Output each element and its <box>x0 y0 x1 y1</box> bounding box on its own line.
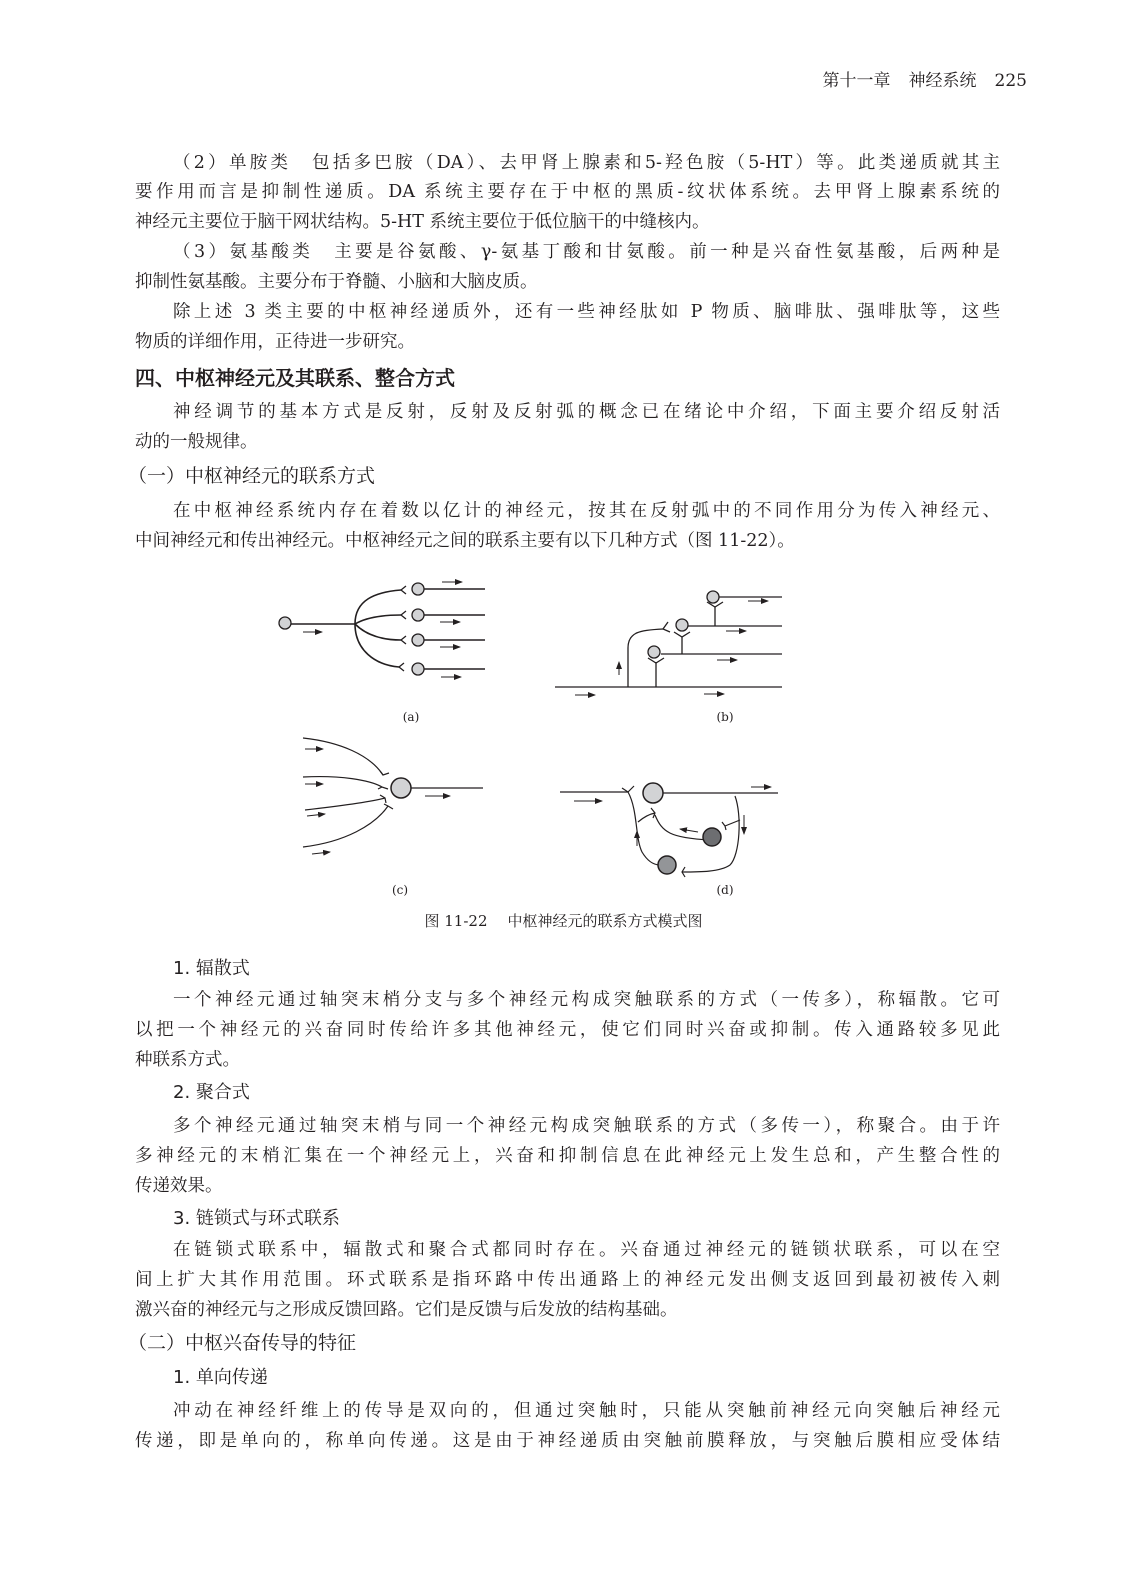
item-heading: 1. 辐散式 <box>173 958 250 979</box>
paragraph-line: 除上述 3 类主要的中枢神经递质外，还有一些神经肽如 P 物质、脑啡肽、强啡肽等，这些 <box>173 302 1000 322</box>
running-header <box>805 66 1027 91</box>
paragraph-line: 传递，即是单向的，称单向传递。这是由于神经递质由突触前膜释放，与突触后膜相应受体结 <box>135 1431 1000 1451</box>
chapter-label: 第十一章 <box>822 71 891 91</box>
section-heading: 四、中枢神经元及其联系、整合方式 <box>135 366 455 390</box>
paragraph-line: 传递效果。 <box>135 1176 223 1196</box>
paragraph-line: （3）氨基酸类 主要是谷氨酸、γ-氨基丁酸和甘氨酸。前一种是兴奋性氨基酸，后两种是 <box>173 242 1000 262</box>
paragraph-line: 以把一个神经元的兴奋同时传给许多其他神经元，使它们同时兴奋或抑制。传入通路较多见此 <box>135 1020 1000 1040</box>
diagram-divergence <box>279 582 485 677</box>
page-number: 225 <box>994 71 1027 91</box>
paragraph-line: 神经调节的基本方式是反射，反射及反射弧的概念已在绪论中介绍，下面主要介绍反射活 <box>173 402 1000 422</box>
figure-label-b: (b) <box>716 710 734 724</box>
paragraph-line: 中间神经元和传出神经元。中枢神经元之间的联系主要有以下几种方式（图 11-22）。 <box>135 531 795 551</box>
paragraph-line: 动的一般规律。 <box>135 432 258 452</box>
figure-number: 图 11-22 <box>424 912 488 930</box>
figure-label-a: (a) <box>402 710 420 724</box>
diagram-convergence <box>303 738 483 854</box>
paragraph-line: 种联系方式。 <box>135 1050 240 1070</box>
subsection-heading: （一）中枢神经元的联系方式 <box>128 465 376 487</box>
paragraph-line: 多个神经元通过轴突末梢与同一个神经元构成突触联系的方式（多传一），称聚合。由于许 <box>173 1116 1000 1136</box>
paragraph-line: 间上扩大其作用范围。环式联系是指环路中传出通路上的神经元发出侧支返回到最初被传入刺 <box>135 1270 1000 1290</box>
figure-caption-text: 中枢神经元的联系方式模式图 <box>507 912 703 930</box>
paragraph-line: 神经元主要位于脑干网状结构。5-HT 系统主要位于低位脑干的中缝核内。 <box>135 212 710 232</box>
paragraph-line: 抑制性氨基酸。主要分布于脊髓、小脑和大脑皮质。 <box>135 272 538 292</box>
paragraph-line: 一个神经元通过轴突末梢分支与多个神经元构成突触联系的方式（一传多），称辐散。它可 <box>173 990 1000 1010</box>
item-heading: 3. 链锁式与环式联系 <box>173 1208 340 1229</box>
subsection-heading: （二）中枢兴奋传导的特征 <box>128 1332 357 1354</box>
figure-caption <box>0 910 1127 931</box>
paragraph-line: 冲动在神经纤维上的传导是双向的，但通过突触时，只能从突触前神经元向突触后神经元 <box>173 1401 1000 1421</box>
item-heading: 2. 聚合式 <box>173 1082 250 1103</box>
paragraph-line: 要作用而言是抑制性递质。DA 系统主要存在于中枢的黑质-纹状体系统。去甲肾上腺素系统的 <box>135 182 1000 202</box>
paragraph-line: 在链锁式联系中，辐散式和聚合式都同时存在。兴奋通过神经元的链锁状联系，可以在空 <box>173 1240 1000 1260</box>
figure-label-c: (c) <box>391 883 409 897</box>
diagram-loop <box>560 783 778 877</box>
paragraph-line: 在中枢神经系统内存在着数以亿计的神经元，按其在反射弧中的不同作用分为传入神经元、 <box>173 501 1000 521</box>
diagram-chain <box>555 591 782 695</box>
chapter-title: 神经系统 <box>908 71 977 91</box>
paragraph-line: （2）单胺类 包括多巴胺（DA）、去甲肾上腺素和5-羟色胺（5-HT）等。此类递质就其主 <box>173 153 1000 173</box>
neuron-connection-figure <box>270 570 860 910</box>
paragraph-line: 激兴奋的神经元与之形成反馈回路。它们是反馈与后发放的结构基础。 <box>135 1300 678 1320</box>
figure-label-d: (d) <box>716 883 734 897</box>
paragraph-line: 物质的详细作用，正待进一步研究。 <box>135 332 415 352</box>
item-heading: 1. 单向传递 <box>173 1367 268 1388</box>
paragraph-line: 多神经元的末梢汇集在一个神经元上，兴奋和抑制信息在此神经元上发生总和，产生整合性的 <box>135 1146 1000 1166</box>
